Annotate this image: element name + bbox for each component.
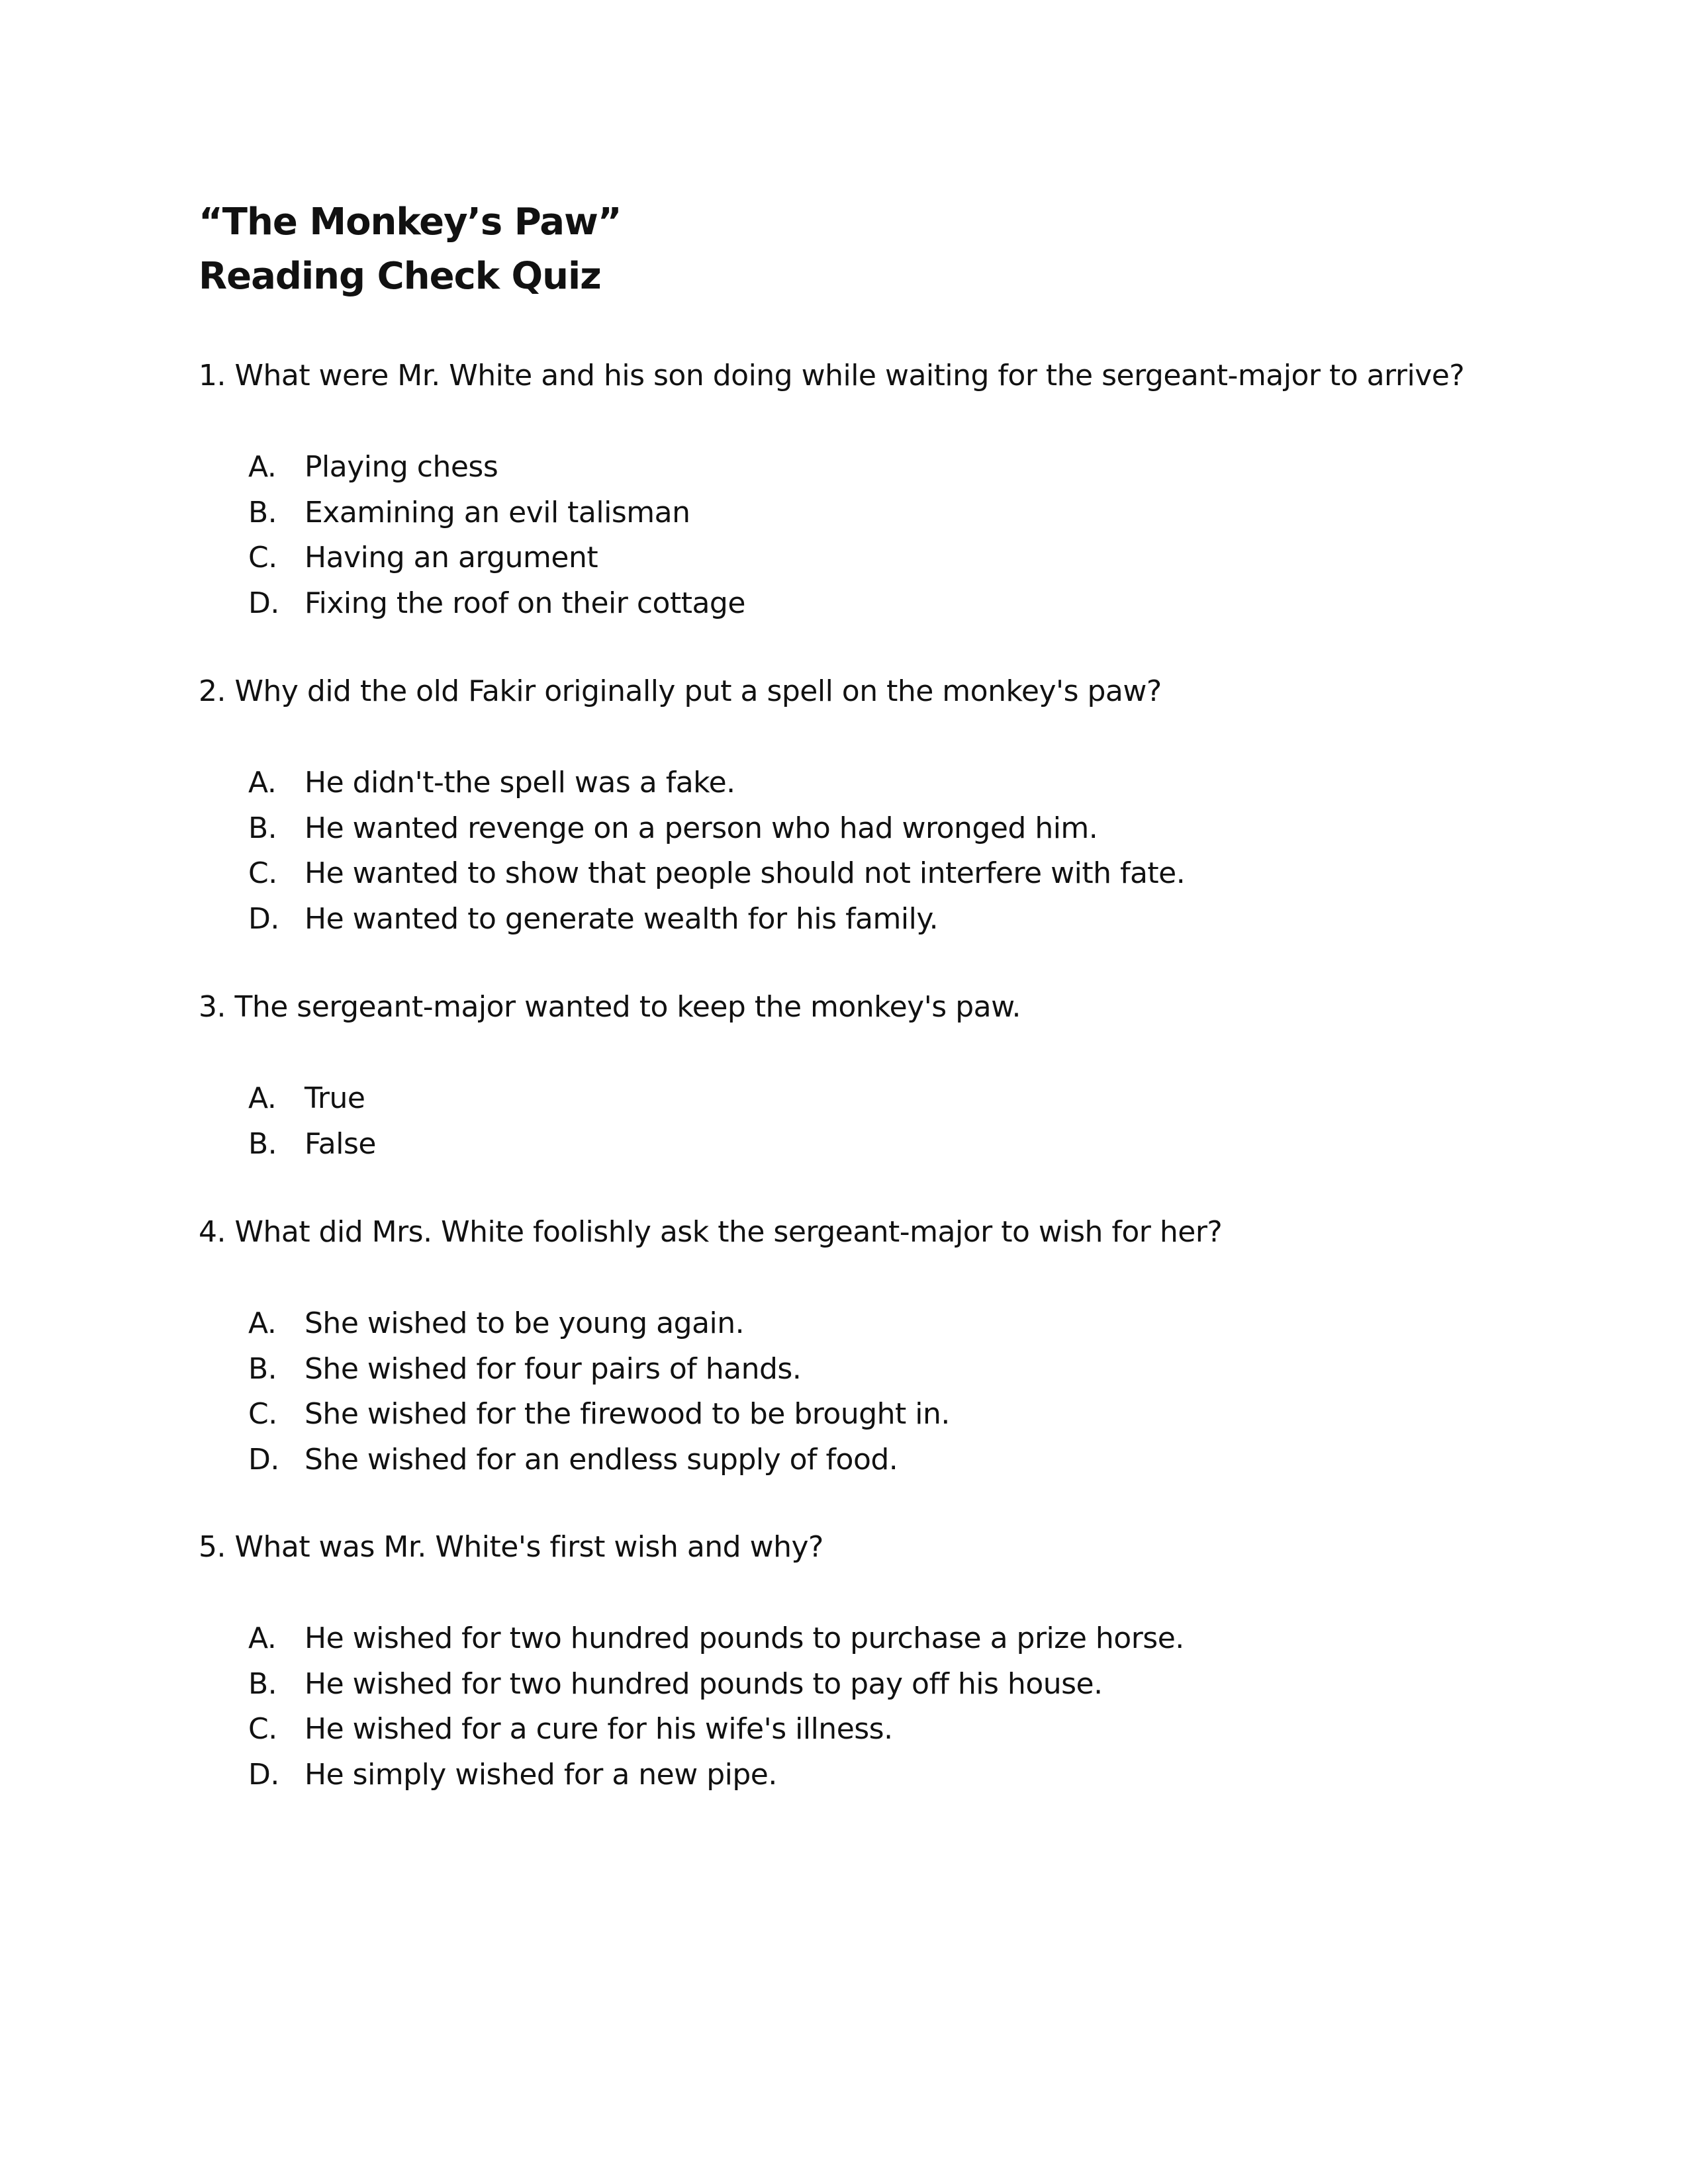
option-list: [199, 1619, 1523, 1800]
option-list: [199, 1079, 1523, 1169]
option-b: [199, 1349, 1523, 1395]
question-4: [199, 1212, 1523, 1485]
option-a: [199, 1079, 1523, 1124]
option-text: False: [305, 1126, 376, 1161]
option-b: [199, 1664, 1523, 1710]
option-b: [199, 809, 1523, 854]
question-text: 2. Why did the old Fakir originally put a spell on the monkey's paw?: [199, 674, 1162, 708]
quiz-subtitle: Reading Check Quiz: [199, 255, 601, 298]
story-title: “The Monkey’s Paw”: [199, 201, 622, 244]
option-text: She wished for four pairs of hands.: [305, 1351, 802, 1386]
option-list: [199, 763, 1523, 944]
option-letter: B.: [248, 1126, 277, 1161]
option-text: Fixing the roof on their cottage: [305, 586, 745, 620]
option-text: He simply wished for a new pipe.: [305, 1757, 777, 1792]
quiz-title: [199, 195, 1390, 304]
option-a: [199, 1619, 1523, 1664]
option-d: [199, 584, 1523, 629]
option-text: He wished for two hundred pounds to purchase a prize horse.: [305, 1621, 1184, 1655]
option-letter: A.: [248, 1306, 277, 1340]
option-text: He wished for two hundred pounds to pay off his house.: [305, 1666, 1103, 1701]
option-letter: B.: [248, 495, 277, 529]
option-d: [199, 1755, 1523, 1801]
question-text: 3. The sergeant-major wanted to keep the monkey's paw.: [199, 990, 1021, 1024]
option-text: Having an argument: [305, 541, 598, 574]
option-letter: C.: [248, 541, 277, 574]
option-text: He didn't-the spell was a fake.: [305, 766, 735, 799]
option-c: [199, 1394, 1523, 1440]
option-letter: D.: [248, 901, 279, 936]
option-letter: B.: [248, 1666, 277, 1701]
option-text: Playing chess: [305, 450, 498, 484]
option-c: [199, 1709, 1523, 1755]
option-text: She wished for the firewood to be brought in.: [305, 1397, 950, 1431]
option-letter: B.: [248, 1351, 277, 1386]
option-letter: A.: [248, 766, 277, 799]
option-text: She wished to be young again.: [305, 1306, 745, 1340]
option-c: [199, 538, 1523, 584]
question-5: [199, 1527, 1523, 1800]
option-b: [199, 1124, 1523, 1170]
option-letter: D.: [248, 1757, 279, 1792]
question-text: 5. What was Mr. White's first wish and why?: [199, 1530, 823, 1564]
option-text: She wished for an endless supply of food.: [305, 1442, 898, 1477]
option-text: He wanted to show that people should not interfere with fate.: [305, 856, 1186, 890]
option-list: [199, 1304, 1523, 1485]
option-text: True: [305, 1081, 365, 1115]
option-d: [199, 1440, 1523, 1486]
option-c: [199, 854, 1523, 899]
option-text: He wished for a cure for his wife's illness.: [305, 1712, 893, 1746]
option-a: [199, 447, 1523, 493]
question-text: 1. What were Mr. White and his son doing while waiting for the sergeant-major to arrive?: [199, 359, 1465, 392]
option-text: Examining an evil talisman: [305, 495, 690, 529]
option-letter: D.: [248, 1442, 279, 1477]
question-3: [199, 987, 1523, 1169]
option-list: [199, 447, 1523, 629]
option-a: [199, 763, 1523, 809]
option-b: [199, 493, 1523, 539]
option-letter: C.: [248, 856, 277, 890]
question-1: [199, 356, 1523, 629]
option-letter: A.: [248, 450, 277, 484]
question-2: [199, 672, 1523, 944]
option-letter: D.: [248, 586, 279, 620]
option-letter: B.: [248, 811, 277, 845]
option-letter: A.: [248, 1621, 277, 1655]
option-letter: C.: [248, 1397, 277, 1431]
option-d: [199, 899, 1523, 945]
option-text: He wanted to generate wealth for his family.: [305, 901, 939, 936]
option-letter: C.: [248, 1712, 277, 1746]
question-text: 4. What did Mrs. White foolishly ask the sergeant-major to wish for her?: [199, 1215, 1223, 1249]
option-a: [199, 1304, 1523, 1349]
option-text: He wanted revenge on a person who had wronged him.: [305, 811, 1098, 845]
option-letter: A.: [248, 1081, 277, 1115]
